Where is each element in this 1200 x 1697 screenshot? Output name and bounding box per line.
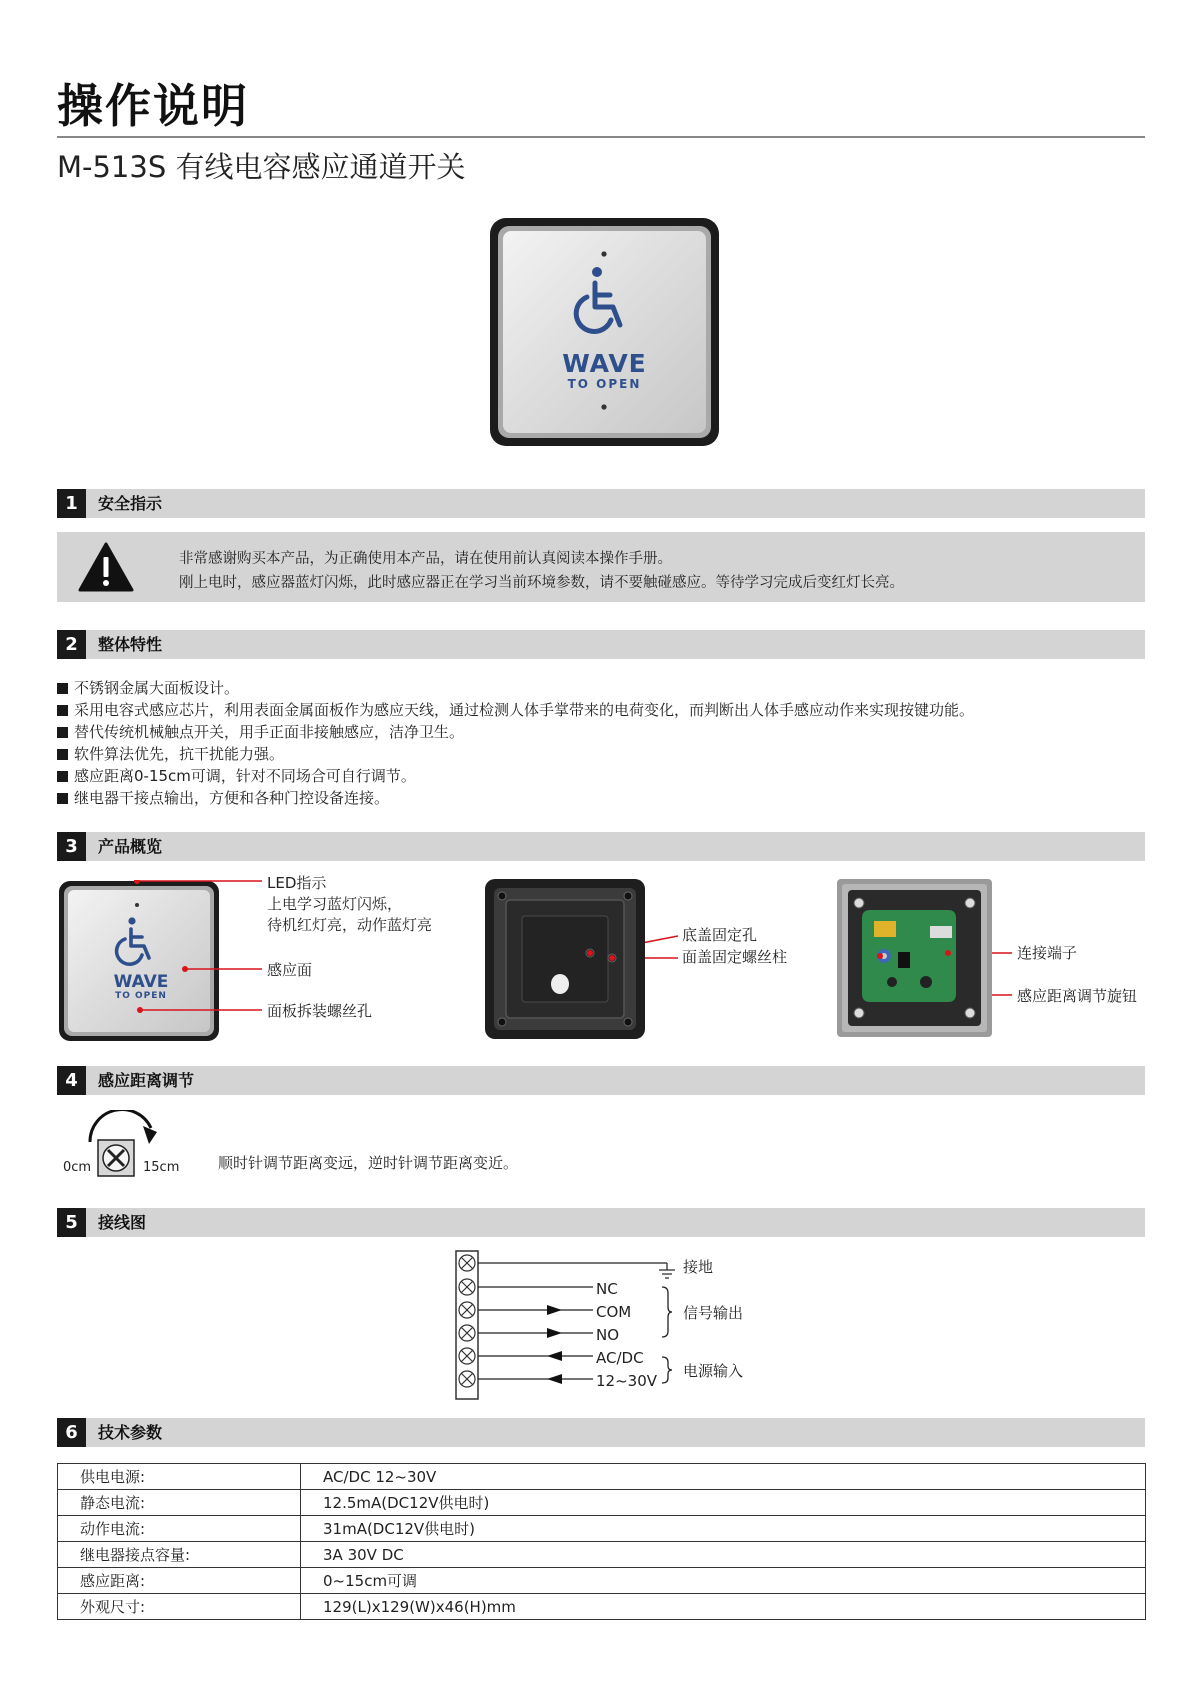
spec-table [57, 1463, 1146, 1620]
callout-led-title: LED指示 [267, 874, 327, 892]
section-title: 感应距离调节 [98, 1071, 195, 1090]
section-number: 5 [57, 1208, 86, 1237]
wiring-com-label: COM [596, 1303, 632, 1321]
callout-led-line2: 上电学习蓝灯闪烁， [267, 895, 403, 913]
section-title: 整体特性 [98, 635, 163, 654]
spec-key: 静态电流: [58, 1490, 301, 1516]
wiring-voltage-label: 12~30V [596, 1372, 658, 1390]
title-divider [57, 136, 1145, 138]
section-number: 4 [57, 1066, 86, 1095]
section-title: 接线图 [98, 1213, 147, 1232]
list-item: 软件算法优先，抗干扰能力强。 [57, 743, 284, 764]
section-header-safety [57, 489, 1145, 518]
table-row [58, 1542, 1146, 1568]
callout-sensing-face: 感应面 [267, 961, 313, 979]
table-row [58, 1464, 1146, 1490]
to-open-label: TO OPEN [567, 377, 642, 391]
section-header-features [57, 630, 1145, 659]
spec-value: AC/DC 12~30V [301, 1464, 1146, 1490]
section-header-wiring [57, 1208, 1145, 1237]
wiring-ground-label: 接地 [683, 1258, 714, 1276]
product-image [489, 217, 720, 451]
spec-key: 外观尺寸: [58, 1594, 301, 1620]
callout-cover-post: 面盖固定螺丝柱 [682, 948, 788, 966]
section-header-overview [57, 832, 1145, 861]
circuit-board-image [836, 878, 993, 1042]
section-title: 安全指示 [98, 494, 163, 513]
section-number: 3 [57, 832, 86, 861]
spec-key: 感应距离: [58, 1568, 301, 1594]
section-title: 产品概览 [98, 837, 163, 856]
section-title: 技术参数 [98, 1423, 163, 1442]
table-row [58, 1516, 1146, 1542]
table-row [58, 1490, 1146, 1516]
section-number: 2 [57, 630, 86, 659]
to-open-label: TO OPEN [115, 991, 167, 1001]
wiring-acdc-label: AC/DC [596, 1349, 644, 1367]
front-panel-image [58, 880, 220, 1046]
list-item: 感应距离0-15cm可调，针对不同场合可自行调节。 [57, 765, 416, 786]
adjust-max-label: 15cm [143, 1160, 180, 1175]
spec-key: 继电器接点容量: [58, 1542, 301, 1568]
page-subtitle: M-513S 有线电容感应通道开关 [57, 150, 466, 184]
spec-value: 129(L)x129(W)x46(H)mm [301, 1594, 1146, 1620]
section-number: 1 [57, 489, 86, 518]
adjust-min-label: 0cm [63, 1160, 92, 1175]
table-row [58, 1594, 1146, 1620]
safety-line-2: 刚上电时，感应器蓝灯闪烁，此时感应器正在学习当前环境参数，请不要触碰感应。等待学习完成后变红灯长亮。 [179, 575, 904, 591]
callout-base-hole: 底盖固定孔 [682, 926, 758, 944]
page-title: 操作说明 [57, 79, 249, 133]
list-item: 继电器干接点输出，方便和各种门控设备连接。 [57, 787, 389, 808]
callout-led-line3: 待机红灯亮，动作蓝灯亮 [267, 916, 433, 934]
section-header-specs [57, 1418, 1145, 1447]
section-number: 6 [57, 1418, 86, 1447]
list-item: 替代传统机械触点开关，用手正面非接触感应，洁净卫生。 [57, 721, 464, 742]
wiring-no-label: NO [596, 1326, 620, 1344]
wiring-signal-out-label: 信号输出 [683, 1304, 744, 1322]
safety-line-1: 非常感谢购买本产品，为正确使用本产品，请在使用前认真阅读本操作手册。 [179, 551, 672, 567]
back-housing-image [484, 878, 646, 1044]
wiring-nc-label: NC [596, 1280, 618, 1298]
safety-box [57, 532, 1145, 602]
callout-panel-screw: 面板拆装螺丝孔 [267, 1002, 373, 1020]
spec-key: 供电电源: [58, 1464, 301, 1490]
spec-key: 动作电流: [58, 1516, 301, 1542]
wave-label: WAVE [562, 349, 647, 378]
adjust-description: 顺时针调节距离变远，逆时针调节距离变近。 [218, 1154, 519, 1172]
list-item: 采用电容式感应芯片，利用表面金属面板作为感应天线，通过检测人体手掌带来的电荷变化，而判断出人体手感应动作来实现按键功能。 [57, 699, 974, 720]
spec-value: 31mA(DC12V供电时) [301, 1516, 1146, 1542]
wave-label: WAVE [113, 972, 169, 992]
callout-knob: 感应距离调节旋钮 [1017, 987, 1138, 1005]
spec-value: 0~15cm可调 [301, 1568, 1146, 1594]
warning-icon [77, 541, 135, 597]
section-header-adjust [57, 1066, 1145, 1095]
table-row [58, 1568, 1146, 1594]
list-item: 不锈钢金属大面板设计。 [57, 677, 239, 698]
wiring-braces [660, 1285, 674, 1395]
spec-value: 3A 30V DC [301, 1542, 1146, 1568]
spec-value: 12.5mA(DC12V供电时) [301, 1490, 1146, 1516]
callout-terminal: 连接端子 [1017, 944, 1078, 962]
wiring-power-in-label: 电源输入 [683, 1362, 744, 1380]
